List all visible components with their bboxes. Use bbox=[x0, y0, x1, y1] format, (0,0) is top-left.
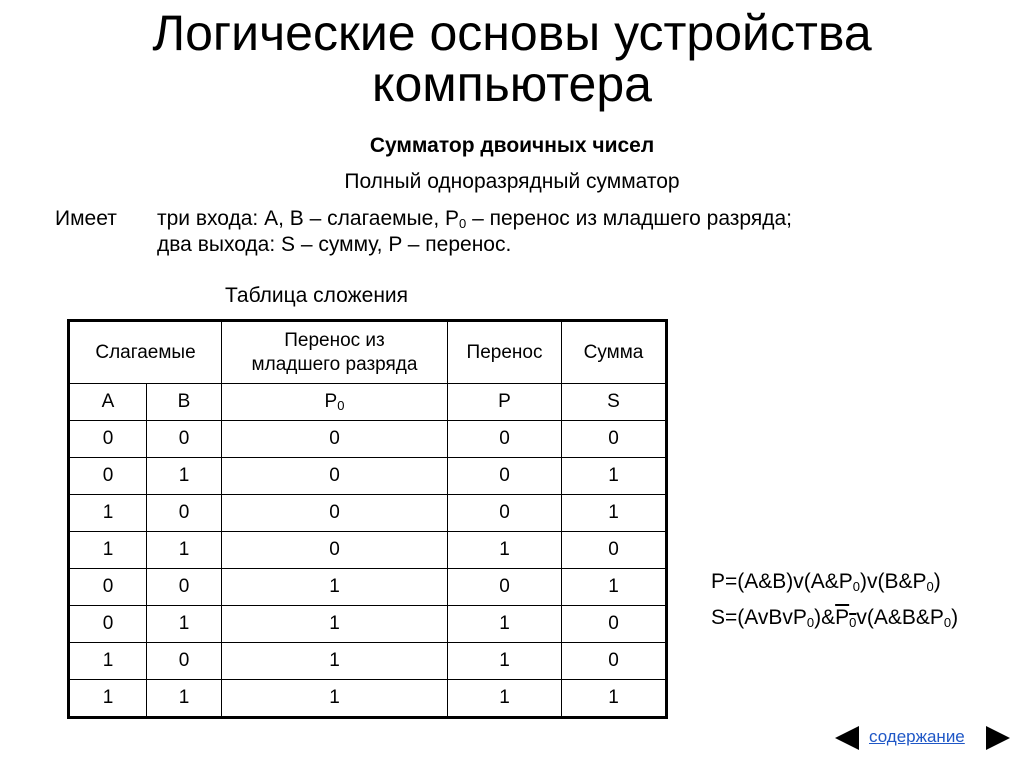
table-cell: 0 bbox=[147, 421, 222, 458]
sum-formula-part1: S=(AvBvP bbox=[711, 606, 807, 629]
carry-formula bbox=[711, 570, 941, 594]
description-inputs-text: три входа: A, B – слагаемые, P bbox=[157, 207, 460, 230]
table-cell: 1 bbox=[562, 458, 667, 495]
sum-formula-negated-sub: 0 bbox=[849, 615, 857, 630]
table-cell: 0 bbox=[222, 458, 448, 495]
table-cell: 0 bbox=[448, 421, 562, 458]
table-cell: 1 bbox=[69, 532, 147, 569]
table-cell: 0 bbox=[448, 495, 562, 532]
table-cell: 0 bbox=[562, 532, 667, 569]
table-cell: 1 bbox=[562, 495, 667, 532]
table-cell: 1 bbox=[448, 643, 562, 680]
table-row bbox=[69, 643, 667, 680]
table-cell: 1 bbox=[147, 532, 222, 569]
table-cell: 1 bbox=[69, 495, 147, 532]
table-row bbox=[69, 680, 667, 718]
sum-formula-part2: )& bbox=[814, 606, 836, 629]
table-cell: 0 bbox=[147, 569, 222, 606]
table-cell: 1 bbox=[222, 643, 448, 680]
sum-formula-negated-p: P bbox=[835, 606, 850, 629]
table-cell: 0 bbox=[69, 569, 147, 606]
table-cell: 1 bbox=[147, 606, 222, 643]
table-cell: 1 bbox=[448, 606, 562, 643]
table-cell: 1 bbox=[147, 680, 222, 718]
column-a: A bbox=[69, 384, 147, 421]
section-subheading: Полный одноразрядный сумматор bbox=[344, 170, 680, 193]
column-b: B bbox=[147, 384, 222, 421]
table-cell: 1 bbox=[562, 680, 667, 718]
table-cell: 0 bbox=[147, 643, 222, 680]
table-cell: 0 bbox=[562, 606, 667, 643]
description-outputs: два выхода: S – сумму, P – перенос. bbox=[157, 233, 512, 256]
contents-link[interactable]: содержание bbox=[869, 727, 965, 746]
table-cell: 0 bbox=[562, 421, 667, 458]
column-p0-sub: 0 bbox=[337, 398, 345, 413]
header-addends: Слагаемые bbox=[69, 321, 222, 384]
table-cell: 0 bbox=[69, 421, 147, 458]
table-caption: Таблица сложения bbox=[225, 284, 409, 307]
table-cell: 1 bbox=[562, 569, 667, 606]
triangle-left-icon bbox=[835, 726, 859, 750]
column-p0-text: P bbox=[324, 391, 338, 412]
table-row bbox=[69, 569, 667, 606]
table-cell: 1 bbox=[147, 458, 222, 495]
sum-formula-part3: v(A&B&P bbox=[856, 606, 944, 629]
header-carry: Перенос bbox=[448, 321, 562, 384]
table-row bbox=[69, 458, 667, 495]
sum-formula-sub1: 0 bbox=[806, 615, 815, 630]
addition-table bbox=[67, 319, 668, 719]
page-title-line1: Логические основы устройства bbox=[152, 5, 872, 61]
sum-formula-negated-carry bbox=[835, 606, 856, 629]
section-heading: Сумматор двоичных чисел bbox=[369, 134, 655, 157]
table-cell: 0 bbox=[448, 569, 562, 606]
description-inputs bbox=[157, 207, 792, 231]
table-cell: 0 bbox=[448, 458, 562, 495]
page-title bbox=[0, 5, 1024, 112]
table-column-row bbox=[69, 384, 667, 421]
next-slide-button[interactable] bbox=[986, 726, 1012, 750]
header-carry-in bbox=[222, 321, 448, 384]
sum-formula-part4: ) bbox=[951, 606, 959, 629]
header-sum: Сумма bbox=[562, 321, 667, 384]
header-carry-in-line2: младшего разряда bbox=[251, 353, 418, 375]
table-cell: 1 bbox=[69, 643, 147, 680]
header-carry-in-line1: Перенос из bbox=[284, 329, 385, 351]
description-inputs-text-end: – перенос из младшего разряда; bbox=[466, 207, 793, 230]
table-cell: 0 bbox=[222, 421, 448, 458]
table-cell: 0 bbox=[222, 532, 448, 569]
carry-formula-part2: )v(B&P bbox=[860, 570, 927, 593]
sum-formula-sub3: 0 bbox=[943, 615, 952, 630]
carry-formula-part1: P=(A&B)v(A&P bbox=[711, 570, 853, 593]
table-cell: 1 bbox=[69, 680, 147, 718]
table-cell: 0 bbox=[147, 495, 222, 532]
table-row bbox=[69, 421, 667, 458]
table-cell: 1 bbox=[222, 680, 448, 718]
table-row bbox=[69, 606, 667, 643]
table-cell: 0 bbox=[69, 458, 147, 495]
column-s: S bbox=[562, 384, 667, 421]
table-cell: 1 bbox=[448, 680, 562, 718]
triangle-right-icon bbox=[986, 726, 1010, 750]
table-row bbox=[69, 532, 667, 569]
table-cell: 0 bbox=[222, 495, 448, 532]
carry-formula-sub1: 0 bbox=[852, 579, 861, 594]
table-cell: 1 bbox=[222, 569, 448, 606]
carry-formula-part3: ) bbox=[933, 570, 941, 593]
description-inputs-sub: 0 bbox=[459, 216, 467, 231]
table-row bbox=[69, 495, 667, 532]
page-title-line2: компьютера bbox=[372, 56, 652, 112]
description-label: Имеет bbox=[55, 207, 117, 230]
sum-formula bbox=[711, 606, 958, 630]
table-cell: 0 bbox=[69, 606, 147, 643]
table-cell: 1 bbox=[448, 532, 562, 569]
table-cell: 1 bbox=[222, 606, 448, 643]
column-p0 bbox=[222, 384, 448, 421]
carry-formula-sub2: 0 bbox=[926, 579, 934, 594]
table-cell: 0 bbox=[562, 643, 667, 680]
table-header-row bbox=[69, 321, 667, 384]
previous-slide-button[interactable] bbox=[835, 726, 861, 750]
column-p: P bbox=[448, 384, 562, 421]
